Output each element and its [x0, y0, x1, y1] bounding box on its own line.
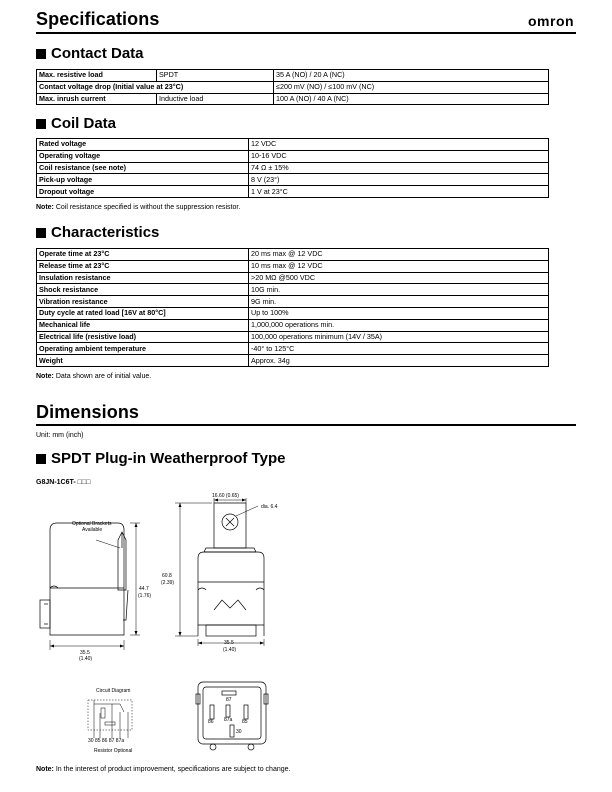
- table-row: [37, 260, 549, 272]
- characteristics-heading: [36, 224, 159, 241]
- table-cell: 1,000,000 operations min.: [249, 319, 549, 331]
- table-cell: 100,000 operations minimum (14V / 35A): [249, 331, 549, 343]
- plugin-type-heading: [36, 450, 285, 467]
- table-row: [37, 319, 549, 331]
- table-cell-label: Coil resistance (see note): [37, 162, 249, 174]
- width-left-inch: (1.40): [79, 656, 93, 662]
- square-bullet-icon: [36, 228, 46, 238]
- brackets-label-1: Optional Brackets: [72, 521, 112, 527]
- table-row: [37, 331, 549, 343]
- table-row: [37, 150, 549, 162]
- contact-data-title: Contact Data: [51, 45, 144, 62]
- table-row: [37, 162, 549, 174]
- table-cell: 10G min.: [249, 284, 549, 296]
- table-cell-label: Insulation resistance: [37, 272, 249, 284]
- table-row: [37, 307, 549, 319]
- table-cell: 74 Ω ± 15%: [249, 162, 549, 174]
- model-number: G8JN-1C6T- □□□: [36, 479, 91, 486]
- note-label: Note:: [36, 373, 54, 380]
- table-row: [37, 296, 549, 308]
- table-cell: 35 A (NO) / 20 A (NC): [274, 70, 549, 82]
- table-cell-label: Vibration resistance: [37, 296, 249, 308]
- table-cell-label: Contact voltage drop (Initial value at 23°C): [37, 81, 274, 93]
- pin-labels: 30 85 86 87 87a: [88, 738, 125, 744]
- square-bullet-icon: [36, 454, 46, 464]
- relay-front-view: [198, 503, 264, 636]
- square-bullet-icon: [36, 119, 46, 129]
- table-cell: 20 ms max @ 12 VDC: [249, 249, 549, 261]
- table-cell: Up to 100%: [249, 307, 549, 319]
- pin-87a-label: 87a: [224, 717, 233, 723]
- circuit-title: Circuit Diagram: [96, 688, 131, 694]
- width-left-value: 35.5: [80, 650, 90, 656]
- total-height-value: 60.8: [162, 573, 172, 579]
- table-cell-label: Duty cycle at rated load [16V at 80°C]: [37, 307, 249, 319]
- note-text: Data shown are of initial value.: [55, 373, 152, 380]
- contact-data-heading: [36, 45, 144, 62]
- pin-30-label: 30: [236, 729, 242, 735]
- table-cell: 9G min.: [249, 296, 549, 308]
- table-cell-label: Max. resistive load: [37, 70, 157, 82]
- unit-label: Unit: mm (inch): [36, 432, 84, 439]
- table-cell: 12 VDC: [249, 139, 549, 151]
- top-width-label: 16.60 (0.65): [212, 493, 239, 499]
- note-text: Coil resistance specified is without the suppression resistor.: [55, 204, 241, 211]
- table-cell-label: Max. inrush current: [37, 93, 157, 105]
- resistor-label: Resistor Optional: [94, 748, 133, 754]
- note-label: Note:: [36, 766, 54, 773]
- dimensions-rule: [36, 424, 576, 426]
- dimensions-title: Dimensions: [36, 402, 140, 422]
- table-cell-label: Operating ambient temperature: [37, 343, 249, 355]
- table-cell-label: Rated voltage: [37, 139, 249, 151]
- table-row: [37, 93, 549, 105]
- pin-86-label: 86: [208, 719, 214, 725]
- table-cell-label: Mechanical life: [37, 319, 249, 331]
- table-row: [37, 272, 549, 284]
- coil-data-table: [36, 138, 549, 198]
- coil-note: [36, 204, 240, 211]
- table-cell-label: Weight: [37, 355, 249, 367]
- table-cell-label: Shock resistance: [37, 284, 249, 296]
- characteristics-title: Characteristics: [51, 224, 160, 241]
- connector-bottom-view: [196, 682, 268, 750]
- pin-87-label: 87: [226, 697, 232, 703]
- diameter-label: dia. 6.4: [261, 504, 278, 510]
- table-row: [37, 355, 549, 367]
- table-cell-label: Electrical life (resistive load): [37, 331, 249, 343]
- plugin-type-title: SPDT Plug-in Weatherproof Type: [51, 450, 286, 467]
- table-row: [37, 249, 549, 261]
- table-cell-label: Pick-up voltage: [37, 174, 249, 186]
- total-height-inch: (2.39): [161, 580, 175, 586]
- table-cell-label: Operate time at 23°C: [37, 249, 249, 261]
- table-cell-label: Operating voltage: [37, 150, 249, 162]
- note-label: Note:: [36, 204, 54, 211]
- body-height-inch: (1.76): [138, 593, 152, 599]
- table-cell: 10 ms max @ 12 VDC: [249, 260, 549, 272]
- brackets-label-2: Available: [82, 527, 103, 533]
- width-right-value: 35.5: [224, 640, 234, 646]
- table-cell: ≤200 mV (NO) / ≤100 mV (NC): [274, 81, 549, 93]
- omron-logo: omron: [528, 13, 575, 29]
- table-cell-label: Dropout voltage: [37, 186, 249, 198]
- footer-note: [36, 766, 290, 773]
- table-cell: 10-16 VDC: [249, 150, 549, 162]
- table-row: [37, 174, 549, 186]
- characteristics-table: [36, 248, 549, 367]
- table-cell: Approx. 34g: [249, 355, 549, 367]
- relay-side-view: [40, 523, 128, 635]
- coil-data-title: Coil Data: [51, 115, 117, 132]
- table-row: [37, 284, 549, 296]
- table-cell-label: Release time at 23°C: [37, 260, 249, 272]
- coil-data-heading: [36, 115, 116, 132]
- width-right-inch: (1.40): [223, 647, 237, 653]
- circuit-diagram: [88, 700, 132, 738]
- table-row: [37, 70, 549, 82]
- page-title: Specifications: [36, 9, 160, 29]
- table-row: [37, 139, 549, 151]
- table-cell: >20 MΩ @500 VDC: [249, 272, 549, 284]
- table-cell: 1 V at 23°C: [249, 186, 549, 198]
- dimension-drawing: [0, 485, 612, 760]
- table-row: [37, 343, 549, 355]
- note-text: In the interest of product improvement, specifications are subject to change.: [55, 766, 291, 773]
- square-bullet-icon: [36, 49, 46, 59]
- table-cell: 100 A (NO) / 40 A (NC): [274, 93, 549, 105]
- characteristics-note: [36, 373, 151, 380]
- table-cell: Inductive load: [157, 93, 274, 105]
- table-cell: 8 V (23°): [249, 174, 549, 186]
- pin-85-label: 85: [242, 719, 248, 725]
- body-height-value: 44.7: [139, 586, 149, 592]
- table-row: [37, 81, 549, 93]
- table-row: [37, 186, 549, 198]
- title-rule: [36, 32, 576, 34]
- table-cell: -40° to 125°C: [249, 343, 549, 355]
- table-cell: SPDT: [157, 70, 274, 82]
- contact-data-table: [36, 69, 549, 105]
